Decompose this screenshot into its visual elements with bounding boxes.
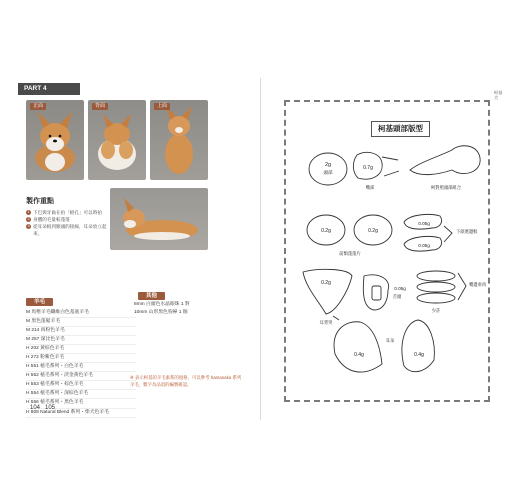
other-item: 10mm 山形黑色狗鼻 1 個: [134, 310, 188, 316]
tongue-weight: 0.05g: [394, 286, 406, 291]
muzzle-name: 嘴部: [365, 185, 375, 190]
ear-right-weight: 0.4g: [414, 352, 424, 358]
head-combo-piece: [410, 146, 480, 175]
lip-bracket: [444, 226, 452, 242]
material-item: M 214 肉粉色羊毛: [26, 327, 136, 336]
ear-inner-piece: [303, 269, 352, 314]
cheek-right-weight: 0.2g: [368, 228, 378, 234]
material-item: M 257 深比色羊毛: [26, 336, 136, 345]
drape-piece-1: [417, 271, 455, 281]
material-item: H 202 黃棕色羊毛: [26, 345, 136, 354]
tip-number-icon: 2: [27, 217, 30, 221]
tip-number-icon: 3: [27, 224, 30, 228]
material-item: M 馬鬃羊毛纖維白色基底羊毛: [26, 309, 136, 318]
material-item: H 551 植毛系列・白色羊毛: [26, 363, 136, 372]
cheek-name: 前類蓬蓬片: [339, 251, 361, 256]
material-item: H 554 植毛系列・深棕色羊毛: [26, 390, 136, 399]
head-piece: [309, 153, 347, 185]
ear-left-piece: [334, 322, 382, 372]
combo-name: 柯對照頭部組合: [430, 185, 462, 190]
ear-left-weight: 0.4g: [354, 352, 364, 358]
nose-name: 耳背突: [319, 320, 333, 325]
drape-piece-2: [417, 282, 455, 292]
ear-inner-weight: 0.2g: [321, 280, 331, 286]
tip-text: 下巴與牙齒在拍「板孔」可以時拍: [33, 210, 102, 215]
pattern-title: 柯基頭部版型: [371, 121, 430, 137]
material-item: H 556 植毛系列・黑色羊毛: [26, 399, 136, 408]
lip-name: 下頜底邊框: [456, 229, 478, 234]
material-item: H 272 粉紫色羊毛: [26, 354, 136, 363]
drape-piece-3: [417, 293, 455, 303]
ear-name: 耳朵: [385, 338, 395, 343]
photo-label-top: 上面: [154, 103, 170, 110]
materials-note: ※ 表示柯基的羊毛素系的規格，可以參考 hamanaka 系列羊毛，數字為品項的編號確認。: [130, 375, 242, 387]
lip-top-weight: 0.05g: [418, 221, 430, 226]
drape-name: 嘴邊垂肉: [469, 282, 487, 287]
tongue-piece: [363, 275, 388, 310]
material-item: M 黑色蓬鬆羊毛: [26, 318, 136, 327]
page-number-right: 105: [45, 405, 56, 411]
material-item: H 552 植毛系列・淡金黃色羊毛: [26, 372, 136, 381]
material-item: H 553 植毛系列・棕色羊毛: [26, 381, 136, 390]
ear-right-piece: [402, 320, 434, 372]
lip-bottom-weight: 0.05g: [418, 243, 430, 248]
muzzle-guide-line: [382, 157, 399, 176]
tip-number-icon: 1: [27, 210, 30, 214]
other-item: 8mm 白頭色水晶眼珠 1 對: [134, 302, 190, 307]
side-tab: 柯基犬: [494, 90, 503, 100]
photo-label-back: 背面: [92, 103, 108, 110]
drape-bracket: [458, 273, 466, 300]
page-number-left: 104: [30, 405, 41, 411]
photo-label-front: 正面: [30, 103, 46, 110]
materials-header: 羊毛: [26, 298, 53, 306]
tips-title-text: 製作重點: [26, 198, 54, 205]
muzzle-weight: 0.7g: [363, 165, 373, 171]
head-name: 頭部: [323, 170, 333, 175]
others-header: 其他: [138, 292, 165, 300]
tip-text: 身體的毛量較蓬蓬: [33, 217, 70, 222]
material-item: H 808 Natural Blend 系列・柴犬色羊毛: [26, 409, 136, 418]
part-tag: PART 4: [18, 83, 80, 95]
tip-text: 從耳朵根到額頭的接線，耳朵放立起來。: [33, 224, 107, 236]
head-weight: 2g: [324, 162, 332, 168]
tongue-inner: [372, 286, 381, 300]
ear-inner-mark: [333, 316, 339, 320]
small-amount-name: 少許: [431, 308, 441, 313]
cheek-left-weight: 0.2g: [321, 228, 331, 234]
tongue-name: 舌頭: [392, 294, 402, 299]
